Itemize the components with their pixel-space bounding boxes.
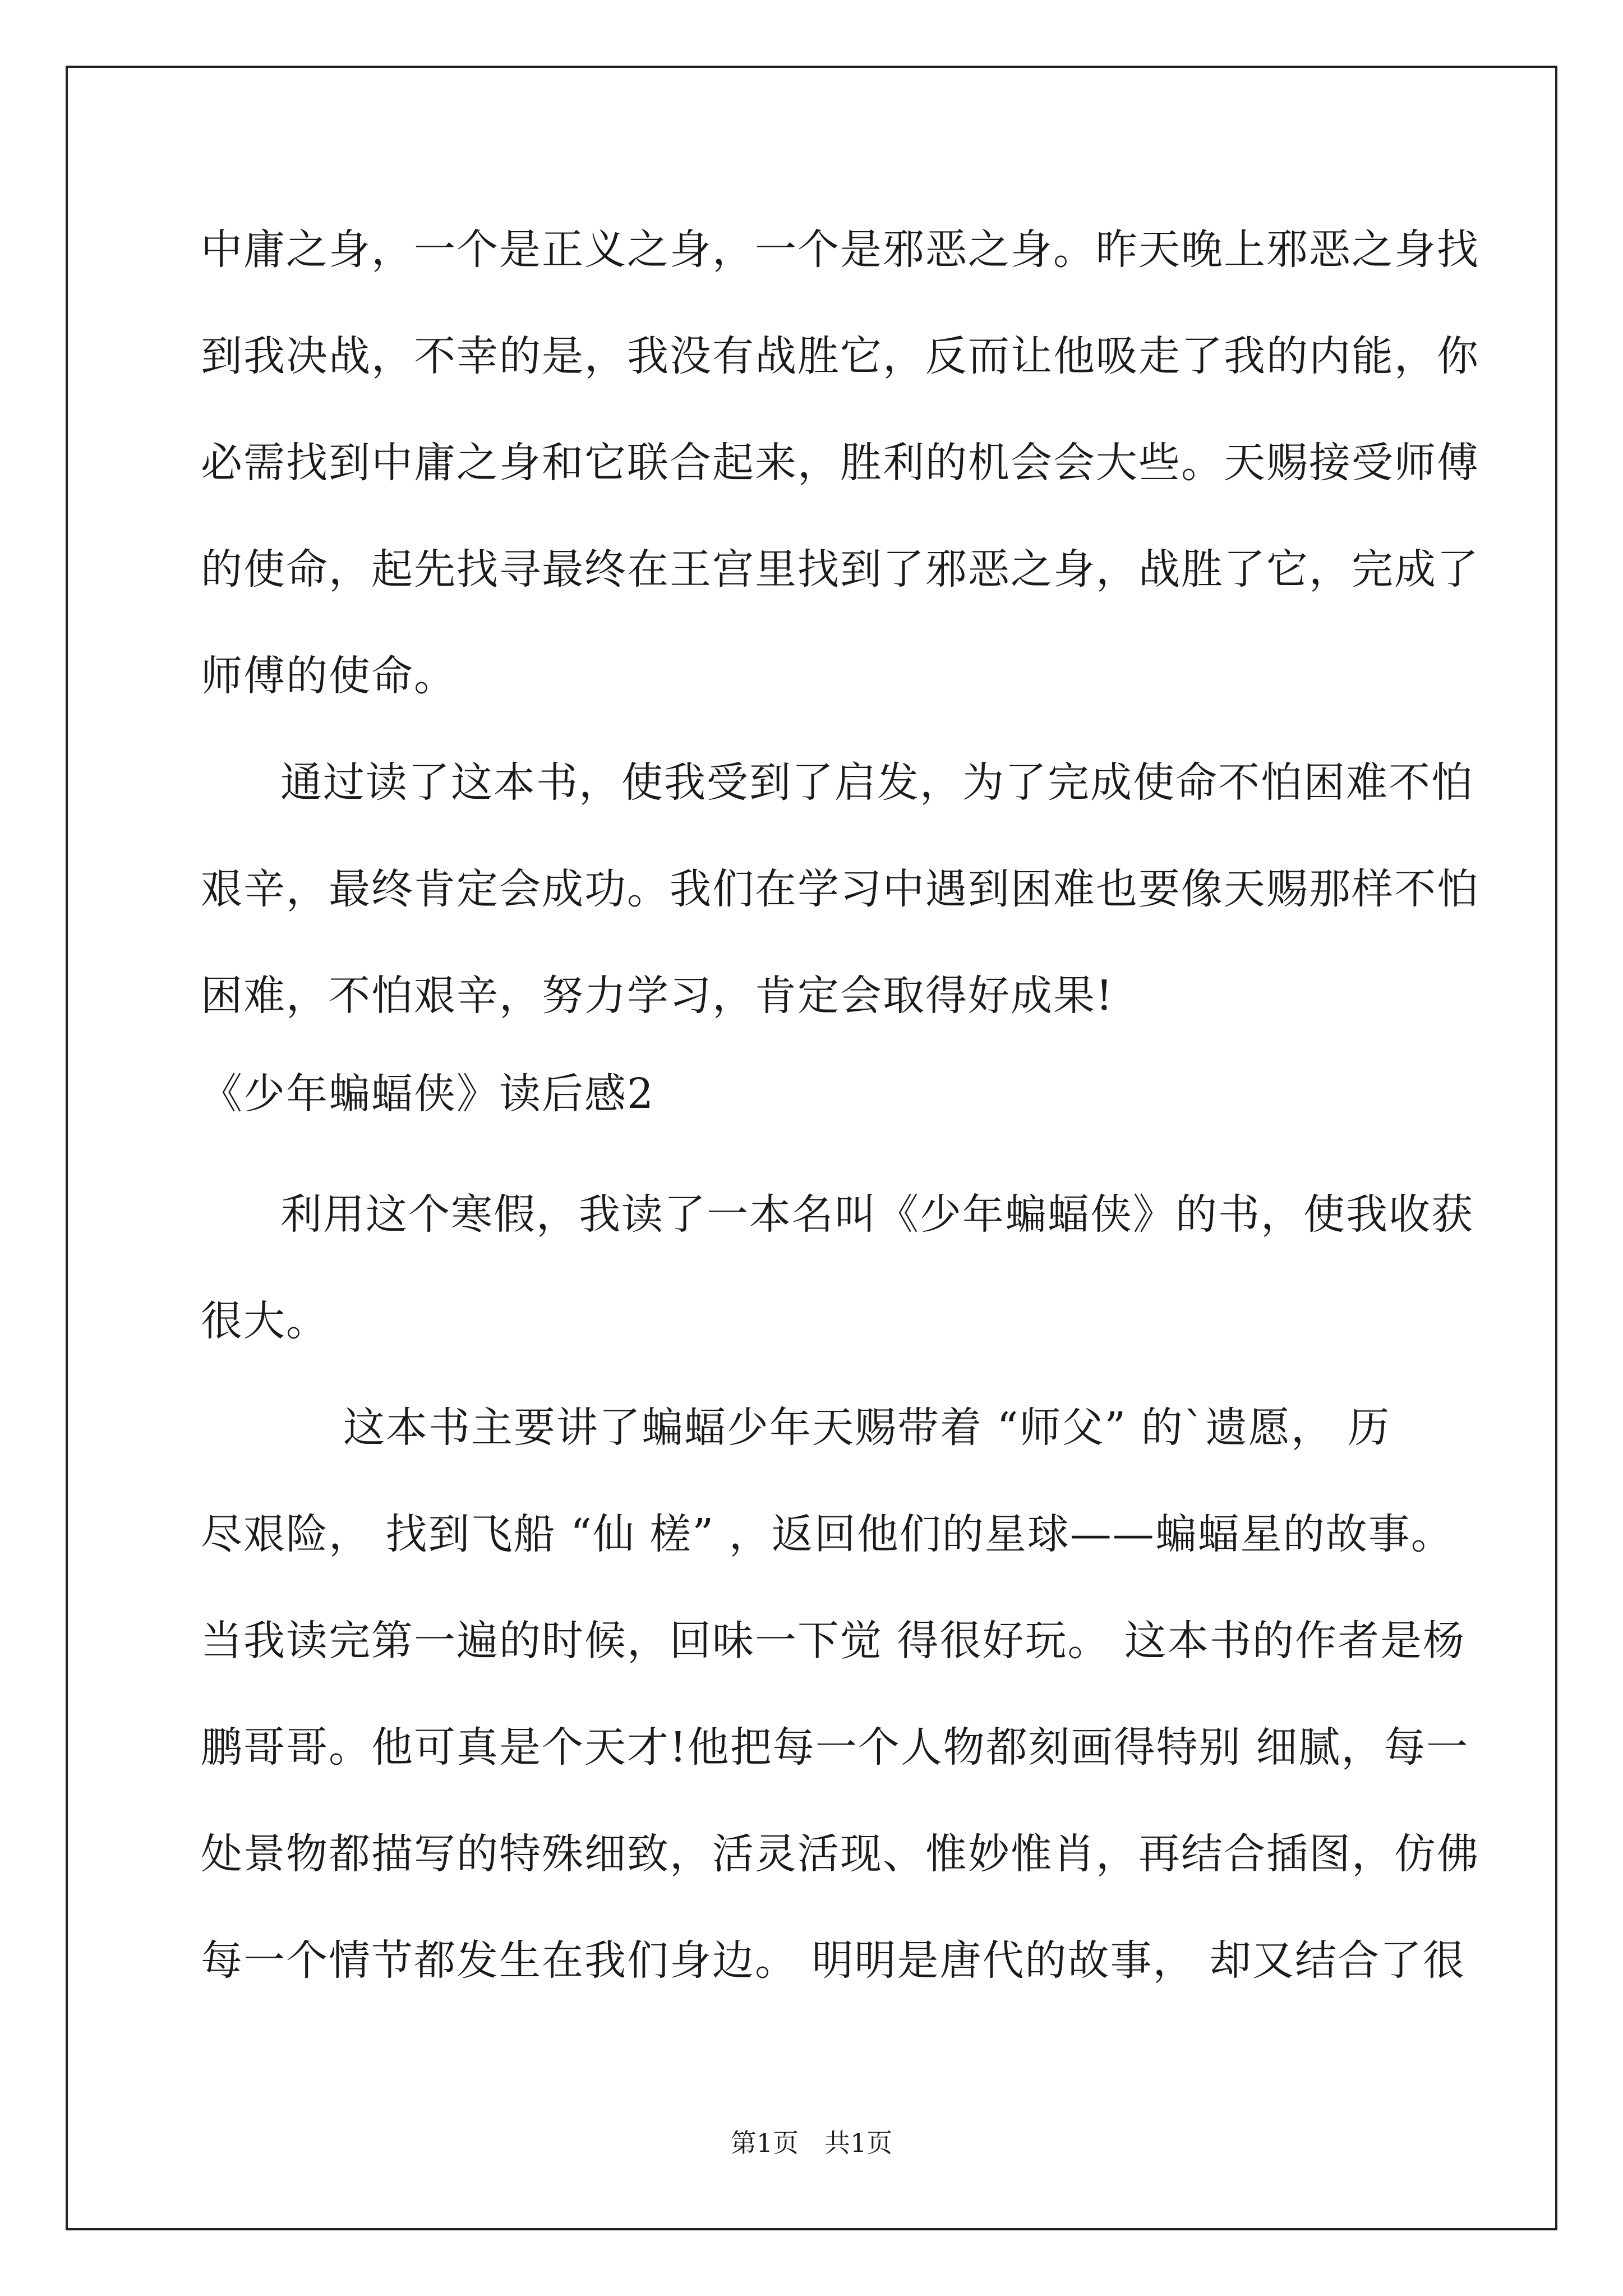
text-line: 师傅的使命。 [201, 652, 457, 700]
text-line: 很大。 [201, 1297, 329, 1345]
text-line: 中庸之身，一个是正义之身，一个是邪恶之身。昨天晚上邪恶之身找 [201, 226, 1479, 274]
paragraph-start-line: 利用这个寒假，我读了一本名叫《少年蝙蝠侠》的书，使我收获 [280, 1190, 1474, 1239]
text-line: 困难，不怕艰辛，努力学习，肯定会取得好成果! [201, 972, 1114, 1020]
section-heading: 《少年蝙蝠侠》读后感2 [201, 1070, 655, 1118]
page-footer: 第1页 共1页 [730, 2128, 893, 2158]
text-line: 每一个情节都发生在我们身边。 明明是唐代的故事， 却又结合了很 [201, 1936, 1466, 1985]
text-line: 处景物都描写的特殊细致，活灵活现、惟妙惟肖，再结合插图，仿佛 [201, 1830, 1479, 1878]
paragraph-start-line: 通过读了这本书，使我受到了启发，为了完成使命不怕困难不怕 [280, 758, 1474, 807]
text-line: 到我决战，不幸的是，我没有战胜它，反而让他吸走了我的内能，你 [201, 332, 1479, 380]
text-line: 的使命，起先找寻最终在王宫里找到了邪恶之身，战胜了它，完成了 [201, 545, 1479, 593]
page-border [66, 66, 1557, 2230]
paragraph-start-line: 这本书主要讲了蝙蝠少年天赐带着 “师父” 的`遗愿， 历 [343, 1404, 1391, 1452]
text-line: 尽艰险， 找到飞船 “仙 槎” ，返回他们的星球——蝙蝠星的故事。 [201, 1510, 1454, 1558]
text-line: 当我读完第一遍的时候，回味一下觉 得很好玩。 这本书的作者是杨 [201, 1617, 1466, 1665]
text-line: 鹏哥哥。他可真是个天才!他把每一个人物都刻画得特别 细腻，每一 [201, 1723, 1469, 1772]
text-line: 艰辛，最终肯定会成功。我们在学习中遇到困难也要像天赐那样不怕 [201, 865, 1479, 913]
text-line: 必需找到中庸之身和它联合起来，胜利的机会会大些。天赐接受师傅 [201, 439, 1479, 487]
